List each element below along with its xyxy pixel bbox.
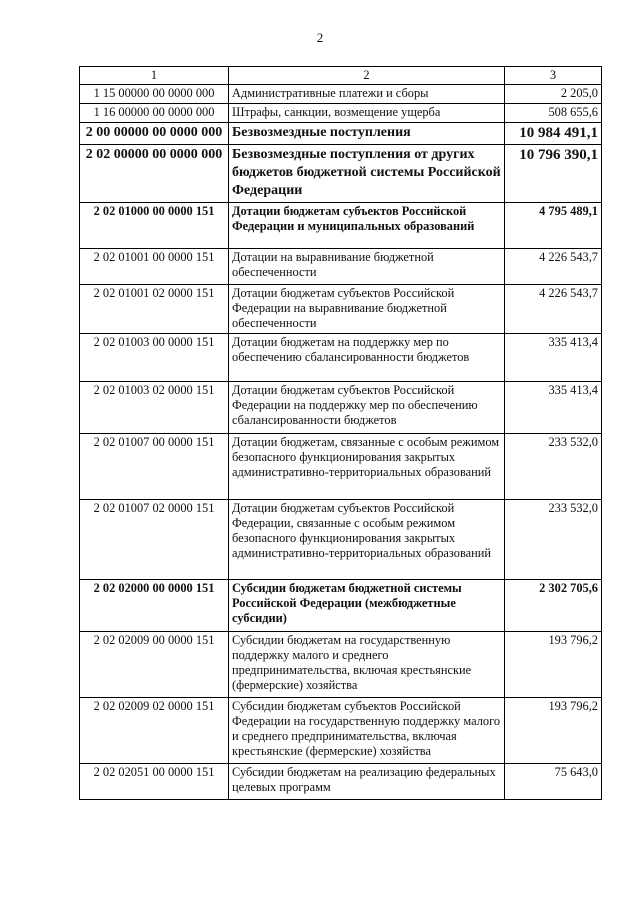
budget-code: 1 15 00000 00 0000 000 <box>80 85 229 104</box>
revenue-sum: 4 226 543,7 <box>505 285 602 334</box>
column-header-code: 1 <box>80 67 229 85</box>
budget-code: 2 02 01001 02 0000 151 <box>80 285 229 334</box>
revenue-name: Субсидии бюджетам субъектов Российской Федерации на государственную поддержку малого и среднего предпринимательства, включая крестьянские (фермерские) хозяйства <box>229 698 505 764</box>
table-row <box>80 145 602 203</box>
budget-code: 2 02 01000 00 0000 151 <box>80 203 229 249</box>
table-row <box>80 203 602 249</box>
revenue-sum: 2 302 705,6 <box>505 580 602 632</box>
revenue-sum: 10 984 491,1 <box>505 123 602 145</box>
revenue-name: Штрафы, санкции, возмещение ущерба <box>229 104 505 123</box>
revenue-name: Безвозмездные поступления <box>229 123 505 145</box>
table-row <box>80 698 602 764</box>
table-row <box>80 85 602 104</box>
table-row <box>80 382 602 434</box>
revenue-sum: 193 796,2 <box>505 632 602 698</box>
budget-code: 2 02 02051 00 0000 151 <box>80 764 229 800</box>
budget-code: 2 02 00000 00 0000 000 <box>80 145 229 203</box>
revenue-name: Дотации бюджетам, связанные с особым режимом безопасного функционирования закрытых административно-территориальных образований <box>229 434 505 500</box>
budget-code: 2 02 01003 00 0000 151 <box>80 334 229 382</box>
budget-code: 2 02 01001 00 0000 151 <box>80 249 229 285</box>
budget-code: 1 16 00000 00 0000 000 <box>80 104 229 123</box>
table-row <box>80 500 602 580</box>
table-row <box>80 632 602 698</box>
revenue-sum: 233 532,0 <box>505 500 602 580</box>
budget-code: 2 02 01003 02 0000 151 <box>80 382 229 434</box>
revenue-name: Дотации бюджетам субъектов Российской Федерации на выравнивание бюджетной обеспеченности <box>229 285 505 334</box>
revenue-sum: 508 655,6 <box>505 104 602 123</box>
revenue-name: Субсидии бюджетам на государственную поддержку малого и среднего предпринимательства, включая крестьянские (фермерские) хозяйства <box>229 632 505 698</box>
column-number-row <box>80 67 602 85</box>
column-header-sum: 3 <box>505 67 602 85</box>
revenue-sum: 335 413,4 <box>505 382 602 434</box>
revenue-sum: 2 205,0 <box>505 85 602 104</box>
revenue-name: Субсидии бюджетам бюджетной системы Российской Федерации (межбюджетные субсидии) <box>229 580 505 632</box>
page-number: 2 <box>316 30 324 45</box>
table-row <box>80 123 602 145</box>
table-row <box>80 434 602 500</box>
budget-code: 2 02 02009 02 0000 151 <box>80 698 229 764</box>
budget-code: 2 02 02009 00 0000 151 <box>80 632 229 698</box>
revenue-name: Дотации бюджетам на поддержку мер по обеспечению сбалансированности бюджетов <box>229 334 505 382</box>
table-row <box>80 285 602 334</box>
revenue-name: Дотации бюджетам субъектов Российской Федерации, связанные с особым режимом безопасного функционирования закрытых административно-территориальных образований <box>229 500 505 580</box>
budget-revenue-table <box>79 66 602 800</box>
budget-code: 2 02 01007 02 0000 151 <box>80 500 229 580</box>
revenue-sum: 75 643,0 <box>505 764 602 800</box>
table-row <box>80 580 602 632</box>
table-row <box>80 764 602 800</box>
revenue-name: Административные платежи и сборы <box>229 85 505 104</box>
table-row <box>80 334 602 382</box>
revenue-sum: 4 226 543,7 <box>505 249 602 285</box>
column-header-name: 2 <box>229 67 505 85</box>
revenue-sum: 193 796,2 <box>505 698 602 764</box>
table-row <box>80 104 602 123</box>
revenue-sum: 4 795 489,1 <box>505 203 602 249</box>
revenue-name: Безвозмездные поступления от других бюджетов бюджетной системы Российской Федерации <box>229 145 505 203</box>
revenue-name: Субсидии бюджетам на реализацию федеральных целевых программ <box>229 764 505 800</box>
revenue-name: Дотации на выравнивание бюджетной обеспеченности <box>229 249 505 285</box>
budget-code: 2 02 02000 00 0000 151 <box>80 580 229 632</box>
revenue-name: Дотации бюджетам субъектов Российской Федерации на поддержку мер по обеспечению сбалансированности бюджетов <box>229 382 505 434</box>
table-row <box>80 249 602 285</box>
revenue-name: Дотации бюджетам субъектов Российской Федерации и муниципальных образований <box>229 203 505 249</box>
revenue-sum: 335 413,4 <box>505 334 602 382</box>
budget-code: 2 02 01007 00 0000 151 <box>80 434 229 500</box>
revenue-sum: 10 796 390,1 <box>505 145 602 203</box>
budget-code: 2 00 00000 00 0000 000 <box>80 123 229 145</box>
revenue-sum: 233 532,0 <box>505 434 602 500</box>
